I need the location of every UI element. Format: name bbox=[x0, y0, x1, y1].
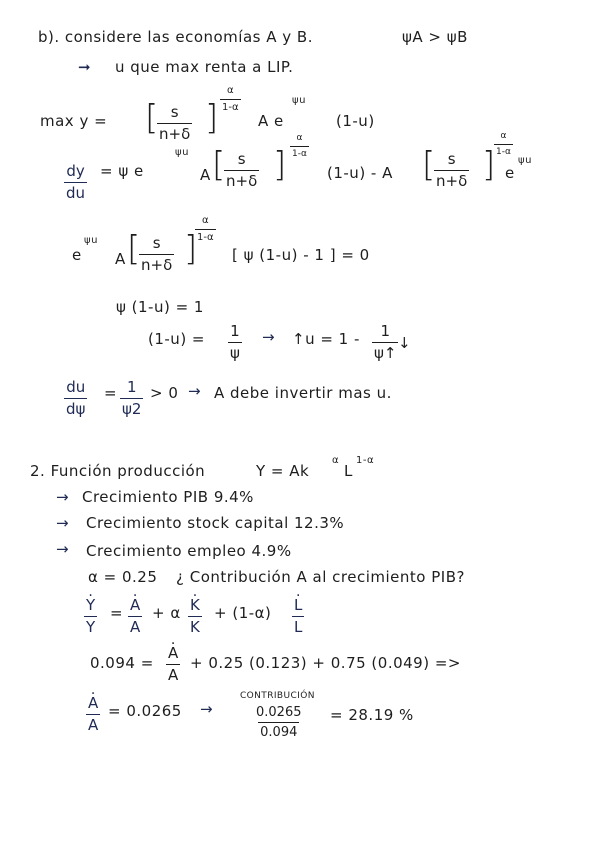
one-over-psi: $\frac{1}{\psi}$ bbox=[230, 322, 240, 362]
part-b-relation: ψA > ψB bbox=[402, 28, 468, 46]
y-growth-fraction: · $\frac{Y}{Y}$ bbox=[84, 598, 97, 635]
list-item: Crecimiento PIB 9.4% bbox=[82, 488, 254, 506]
arrow-icon: → bbox=[56, 488, 70, 506]
right-bracket: ] bbox=[184, 229, 198, 269]
factored-A: A bbox=[115, 250, 126, 268]
result-value: = 0.0265 bbox=[108, 702, 182, 720]
a-growth-result-fraction: · $\frac{A}{A}$ bbox=[86, 696, 100, 733]
s-over-n-delta: $\frac{s}{n+\delta}$ bbox=[159, 103, 191, 143]
comp-eq: = bbox=[104, 384, 118, 402]
left-bracket: [ bbox=[212, 145, 226, 185]
deriv-end-exp: ψu bbox=[518, 155, 532, 166]
dy-du-fraction: $\frac{dy}{du}$ bbox=[66, 162, 86, 202]
deriv-exp: ψu bbox=[175, 147, 189, 158]
factored-lead: e bbox=[72, 246, 82, 264]
comp-sign: > 0 bbox=[150, 384, 179, 402]
condition-1: ψ (1-u) = 1 bbox=[116, 298, 204, 316]
part-2-heading: 2. Función producción bbox=[30, 462, 206, 480]
growth-plus-alpha: + α bbox=[152, 604, 181, 622]
part-b-heading: b). considere las economías A y B. bbox=[38, 28, 313, 46]
right-bracket: ] bbox=[273, 145, 287, 185]
condition-2-result: ↑u = 1 - bbox=[292, 330, 360, 348]
right-bracket: ] bbox=[482, 145, 496, 185]
du-dpsi-fraction: $\frac{du}{d\psi}$ bbox=[66, 378, 86, 418]
condition-2-lhs: (1-u) = bbox=[148, 330, 206, 348]
deriv-eq: = ψ e bbox=[100, 162, 144, 180]
numeric-lhs: 0.094 = bbox=[90, 654, 154, 672]
growth-eq-sign: = bbox=[110, 604, 124, 622]
down-arrow-icon: ↓ bbox=[398, 334, 412, 352]
right-bracket: ] bbox=[205, 98, 219, 138]
question: ¿ Contribución A al crecimiento PIB? bbox=[176, 568, 465, 586]
arrow-icon: → bbox=[262, 328, 276, 346]
left-bracket: [ bbox=[422, 145, 436, 185]
alpha-exponent: $\frac{\alpha}{1-\alpha}$ bbox=[197, 215, 214, 243]
a-growth-fraction: · $\frac{A}{A}$ bbox=[166, 646, 180, 683]
k-growth-fraction: · $\frac{K}{K}$ bbox=[188, 598, 202, 635]
production-function: Y = Ak bbox=[256, 462, 310, 480]
deriv-end: e bbox=[505, 164, 515, 182]
left-bracket: [ bbox=[145, 98, 159, 138]
production-L: L bbox=[344, 462, 353, 480]
a-growth-fraction: · $\frac{A}{A}$ bbox=[128, 598, 142, 635]
factored-condition: [ ψ (1-u) - 1 ] = 0 bbox=[232, 246, 370, 264]
production-L-exp: 1-α bbox=[356, 455, 375, 466]
alpha-exponent: $\frac{\alpha}{1-\alpha}$ bbox=[222, 85, 239, 113]
s-over-n-delta: $\frac{s}{n+\delta}$ bbox=[436, 150, 468, 190]
l-growth-fraction: · $\frac{L}{L}$ bbox=[292, 598, 304, 635]
left-bracket: [ bbox=[127, 229, 141, 269]
contribution-label: CONTRIBUCIÓN bbox=[240, 691, 315, 701]
one-over-psi-squared: $\frac{1}{\psi 2}$ bbox=[122, 378, 142, 418]
numeric-rest: + 0.25 (0.123) + 0.75 (0.049) => bbox=[190, 654, 461, 672]
s-over-n-delta: $\frac{s}{n+\delta}$ bbox=[141, 234, 173, 274]
alpha-exponent: $\frac{\alpha}{1-\alpha}$ bbox=[496, 131, 511, 157]
deriv-A: A bbox=[200, 166, 211, 184]
s-over-n-delta: $\frac{s}{n+\delta}$ bbox=[226, 150, 258, 190]
one-over-psi-up: $\frac{1}{\psi↑}$ bbox=[374, 322, 397, 362]
comp-conclusion: A debe invertir mas u. bbox=[214, 384, 392, 402]
max-factor: (1-u) bbox=[336, 112, 375, 130]
arrow-icon: → bbox=[56, 514, 70, 532]
deriv-mid: (1-u) - A bbox=[327, 164, 393, 182]
max-label: max y = bbox=[40, 112, 108, 130]
arrow-icon: → bbox=[56, 540, 70, 558]
part-b-objective: u que max renta a LIP. bbox=[115, 58, 294, 76]
arrow-icon: → bbox=[200, 700, 214, 718]
alpha-exponent: $\frac{\alpha}{1-\alpha}$ bbox=[292, 133, 307, 159]
arrow-icon: ➞ bbox=[78, 58, 92, 76]
contribution-result: = 28.19 % bbox=[330, 706, 414, 724]
alpha-value: α = 0.25 bbox=[88, 568, 158, 586]
max-tail-exp: ψu bbox=[292, 95, 306, 106]
growth-plus-beta: + (1-α) bbox=[214, 604, 272, 622]
arrow-icon: → bbox=[188, 382, 202, 400]
list-item: Crecimiento empleo 4.9% bbox=[86, 542, 292, 560]
list-item: Crecimiento stock capital 12.3% bbox=[86, 514, 345, 532]
max-tail: A e bbox=[258, 112, 284, 130]
production-k-exp: α bbox=[332, 455, 340, 466]
contribution-fraction: $\frac{0.0265}{0.094}$ bbox=[256, 705, 302, 740]
factored-lead-exp: ψu bbox=[84, 235, 98, 246]
